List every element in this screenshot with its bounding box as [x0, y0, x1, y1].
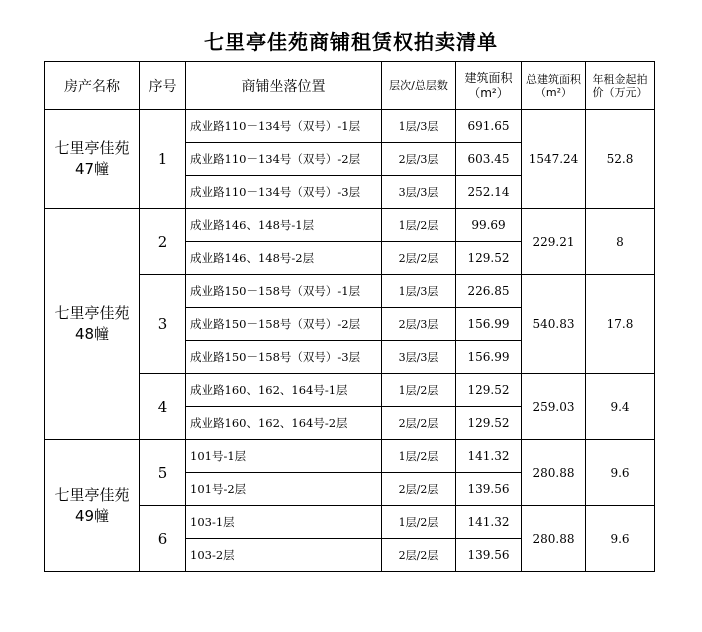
- header-row: [45, 62, 655, 110]
- property-name-line1: 七里亭佳苑: [54, 304, 130, 322]
- area-cell: 603.45: [456, 143, 522, 176]
- header-rent-line2: 价（万元）: [592, 85, 648, 99]
- seq-number: 1: [140, 110, 186, 209]
- floor-cell: 2层/2层: [382, 539, 456, 572]
- seq-number: 6: [140, 506, 186, 572]
- starting-rent: 8: [586, 209, 655, 275]
- area-cell: 691.65: [456, 110, 522, 143]
- seq-number: 3: [140, 275, 186, 374]
- starting-rent: 52.8: [586, 110, 655, 209]
- area-cell: 141.32: [456, 506, 522, 539]
- shop-location: 101号-1层: [186, 440, 382, 473]
- total-area: 259.03: [522, 374, 586, 440]
- header-total: [522, 62, 586, 110]
- starting-rent: 9.4: [586, 374, 655, 440]
- total-area: 540.83: [522, 275, 586, 374]
- floor-cell: 1层/3层: [382, 275, 456, 308]
- starting-rent: 17.8: [586, 275, 655, 374]
- floor-cell: 1层/3层: [382, 110, 456, 143]
- header-area-line2: （m²）: [468, 85, 509, 100]
- shop-location: 成业路150－158号（双号）-1层: [186, 275, 382, 308]
- header-floor: 层次/总层数: [382, 62, 456, 110]
- floor-cell: 3层/3层: [382, 341, 456, 374]
- shop-location: 成业路146、148号-1层: [186, 209, 382, 242]
- property-name-line1: 七里亭佳苑: [54, 139, 130, 157]
- floor-cell: 1层/2层: [382, 209, 456, 242]
- area-cell: 139.56: [456, 473, 522, 506]
- floor-cell: 2层/2层: [382, 473, 456, 506]
- shop-location: 成业路160、162、164号-2层: [186, 407, 382, 440]
- shop-location: 成业路110－134号（双号）-1层: [186, 110, 382, 143]
- property-name: [45, 110, 140, 209]
- floor-cell: 2层/2层: [382, 407, 456, 440]
- total-area: 280.88: [522, 440, 586, 506]
- shop-location: 103-1层: [186, 506, 382, 539]
- area-cell: 141.32: [456, 440, 522, 473]
- shop-location: 成业路110－134号（双号）-3层: [186, 176, 382, 209]
- header-location: 商铺坐落位置: [186, 62, 382, 110]
- seq-number: 2: [140, 209, 186, 275]
- shop-location: 成业路150－158号（双号）-3层: [186, 341, 382, 374]
- area-cell: 129.52: [456, 242, 522, 275]
- area-cell: 156.99: [456, 308, 522, 341]
- table-row: [45, 440, 655, 473]
- area-cell: 156.99: [456, 341, 522, 374]
- property-name-line1: 七里亭佳苑: [54, 485, 130, 504]
- total-area: 229.21: [522, 209, 586, 275]
- property-name-line2: 48幢: [74, 325, 110, 343]
- shop-location: 成业路160、162、164号-1层: [186, 374, 382, 407]
- floor-cell: 1层/2层: [382, 440, 456, 473]
- starting-rent: 9.6: [586, 506, 655, 572]
- shop-location: 101号-2层: [186, 473, 382, 506]
- property-name: [45, 440, 140, 572]
- floor-cell: 2层/3层: [382, 143, 456, 176]
- shop-location: 成业路110－134号（双号）-2层: [186, 143, 382, 176]
- table-row: [45, 110, 655, 143]
- floor-cell: 1层/2层: [382, 506, 456, 539]
- shop-location: 成业路146、148号-2层: [186, 242, 382, 275]
- starting-rent: 9.6: [586, 440, 655, 506]
- area-cell: 226.85: [456, 275, 522, 308]
- seq-number: 4: [140, 374, 186, 440]
- area-cell: 139.56: [456, 539, 522, 572]
- page-title: 七里亭佳苑商铺租赁权拍卖清单: [204, 30, 498, 54]
- property-name-line2: 49幢: [74, 506, 110, 525]
- area-cell: 129.52: [456, 407, 522, 440]
- floor-cell: 3层/3层: [382, 176, 456, 209]
- header-area: [456, 62, 522, 110]
- property-name: [45, 209, 140, 440]
- floor-cell: 1层/2层: [382, 374, 456, 407]
- header-seq: 序号: [140, 62, 186, 110]
- header-area-line1: 建筑面积: [464, 70, 513, 85]
- total-area: 280.88: [522, 506, 586, 572]
- header-total-line2: （m²）: [534, 85, 573, 99]
- floor-cell: 2层/2层: [382, 242, 456, 275]
- property-name-line2: 47幢: [74, 160, 110, 178]
- floor-cell: 2层/3层: [382, 308, 456, 341]
- area-cell: 99.69: [456, 209, 522, 242]
- area-cell: 252.14: [456, 176, 522, 209]
- total-area: 1547.24: [522, 110, 586, 209]
- table-row: [45, 209, 655, 242]
- shop-location: 成业路150－158号（双号）-2层: [186, 308, 382, 341]
- header-rent: [586, 62, 655, 110]
- seq-number: 5: [140, 440, 186, 506]
- auction-list-table: [44, 61, 655, 572]
- header-total-line1: 总建筑面积: [526, 72, 581, 86]
- header-rent-line1: 年租金起拍: [592, 72, 648, 86]
- shop-location: 103-2层: [186, 539, 382, 572]
- area-cell: 129.52: [456, 374, 522, 407]
- header-property: 房产名称: [45, 62, 140, 110]
